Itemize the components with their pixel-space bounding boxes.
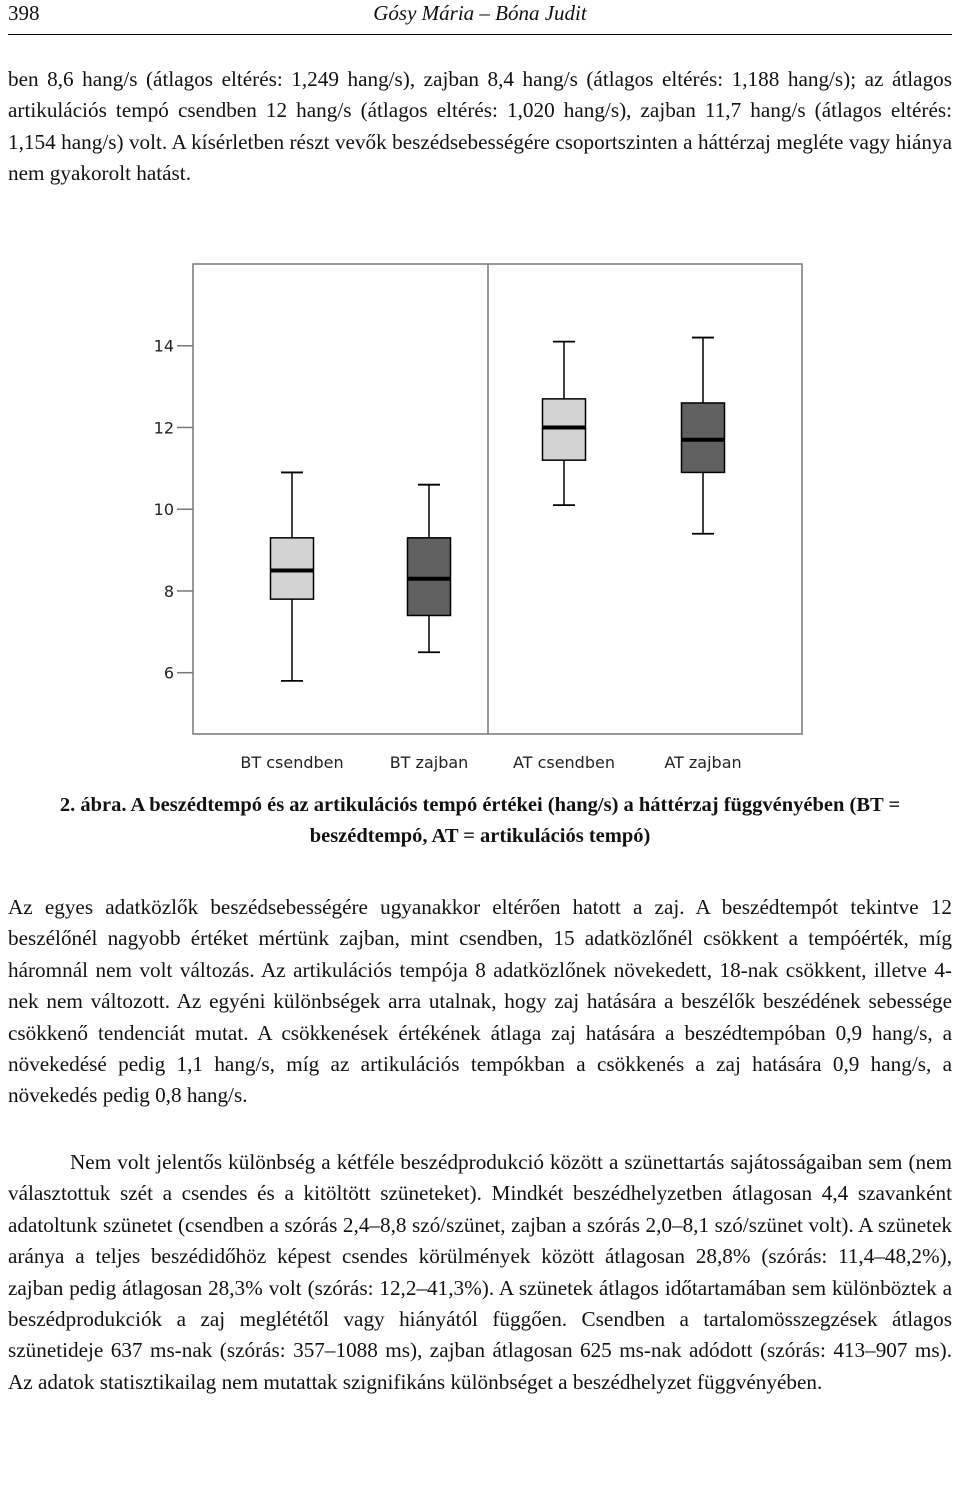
y-tick-label: 14 <box>153 336 174 356</box>
x-category-label: AT zajban <box>664 753 742 772</box>
y-tick-label: 8 <box>163 581 174 601</box>
figure-caption <box>8 790 952 852</box>
figure-boxplot <box>0 260 960 780</box>
x-category-label: AT csendben <box>513 753 615 772</box>
paragraph-pauses: Nem volt jelentős különbség a kétféle beszédprodukció között a szünettartás sajátosságaiban sem (nem választottuk szét a csendes és a kitöltött szüneteket). Mindkét beszédhelyzetben átlagosan 4,4 szavanként adatoltunk szünetet (csendben a szórás 2,4–8,8 szó/szünet, zajban a szórás 2,0–8,1 szó/szünet volt). A szünetek aránya a teljes beszédidőhöz képest csendes körülmények között átlagosan 28,8% (szórás: 11,4–48,2%), zajban pedig átlagosan 28,3% volt (szórás: 12,2–41,3%). A szünetek átlagos időtartamában sem különböztek a beszédprodukciók a zaj meglététől vagy hiányától függően. Csendben a tartalomösszegzések átlagos szünetideje 637 ms-nak (szórás: 357–1088 ms), zajban átlagosan 625 ms-nak adódott (szórás: 413–907 ms). Az adatok statisztikailag nem mutattak szignifikáns különbséget a beszédhelyzet függvényében. <box>8 1150 952 1394</box>
iqr-box <box>543 399 586 460</box>
running-header-authors: Gósy Mária – Bóna Judit <box>373 1 587 25</box>
y-tick-label: 10 <box>153 500 174 520</box>
page-number: 398 <box>8 1 40 25</box>
iqr-box <box>271 538 314 599</box>
boxplot-chart <box>0 260 960 780</box>
iqr-box <box>408 538 451 616</box>
paragraph-intro: ben 8,6 hang/s (átlagos eltérés: 1,249 hang/s), zajban 8,4 hang/s (átlagos eltérés: 1,188 hang/s); az átlagos artikulációs tempó csendben 12 hang/s (átlagos eltérés: 1,020 hang/s), zajban 11,7 hang/s (átlagos eltérés: 1,154 hang/s) volt. A kísérletben részt vevők beszédsebességére csoportszinten a háttérzaj megléte vagy hiánya nem gyakorolt hatást. <box>8 67 952 186</box>
paragraph-individual-differences: Az egyes adatközlők beszédsebességére ugyanakkor eltérően hatott a zaj. A beszédtempót tekintve 12 beszélőnél nagyobb értéket mértünk zajban, mint csendben, 15 adatközlőnél csökkent a tempóérték, míg háromnál nem volt változás. Az artikulációs tempója 8 adatközlőnek növekedett, 18-nak csökkent, illetve 4-nek nem változott. Az egyéni különbségek arra utalnak, hogy zaj hatására a beszélők beszédének sebessége csökkenő tendenciát mutat. A csökkenések értékének átlaga zaj hatására a beszédtempóban 0,9 hang/s, a növekedésé pedig 1,1 hang/s, míg az artikulációs tempókban a csökkenés a zaj hatására 0,9 hang/s, a növekedés pedig 0,8 hang/s. <box>8 895 952 1108</box>
plot-frame <box>193 264 802 734</box>
running-header <box>8 0 952 35</box>
iqr-box <box>682 403 725 472</box>
x-category-label: BT csendben <box>240 753 344 772</box>
x-axis-labels <box>240 753 741 772</box>
y-tick-label: 12 <box>153 418 174 438</box>
caption-label: 2. ábra. <box>59 794 127 816</box>
y-axis <box>154 337 193 683</box>
y-tick-label: 6 <box>163 663 174 683</box>
x-category-label: BT zajban <box>389 753 469 772</box>
caption-text: A beszédtempó és az artikulációs tempó értékei (hang/s) a háttérzaj függvényében (BT = beszédtempó, AT = artikulációs tempó) <box>130 794 901 847</box>
